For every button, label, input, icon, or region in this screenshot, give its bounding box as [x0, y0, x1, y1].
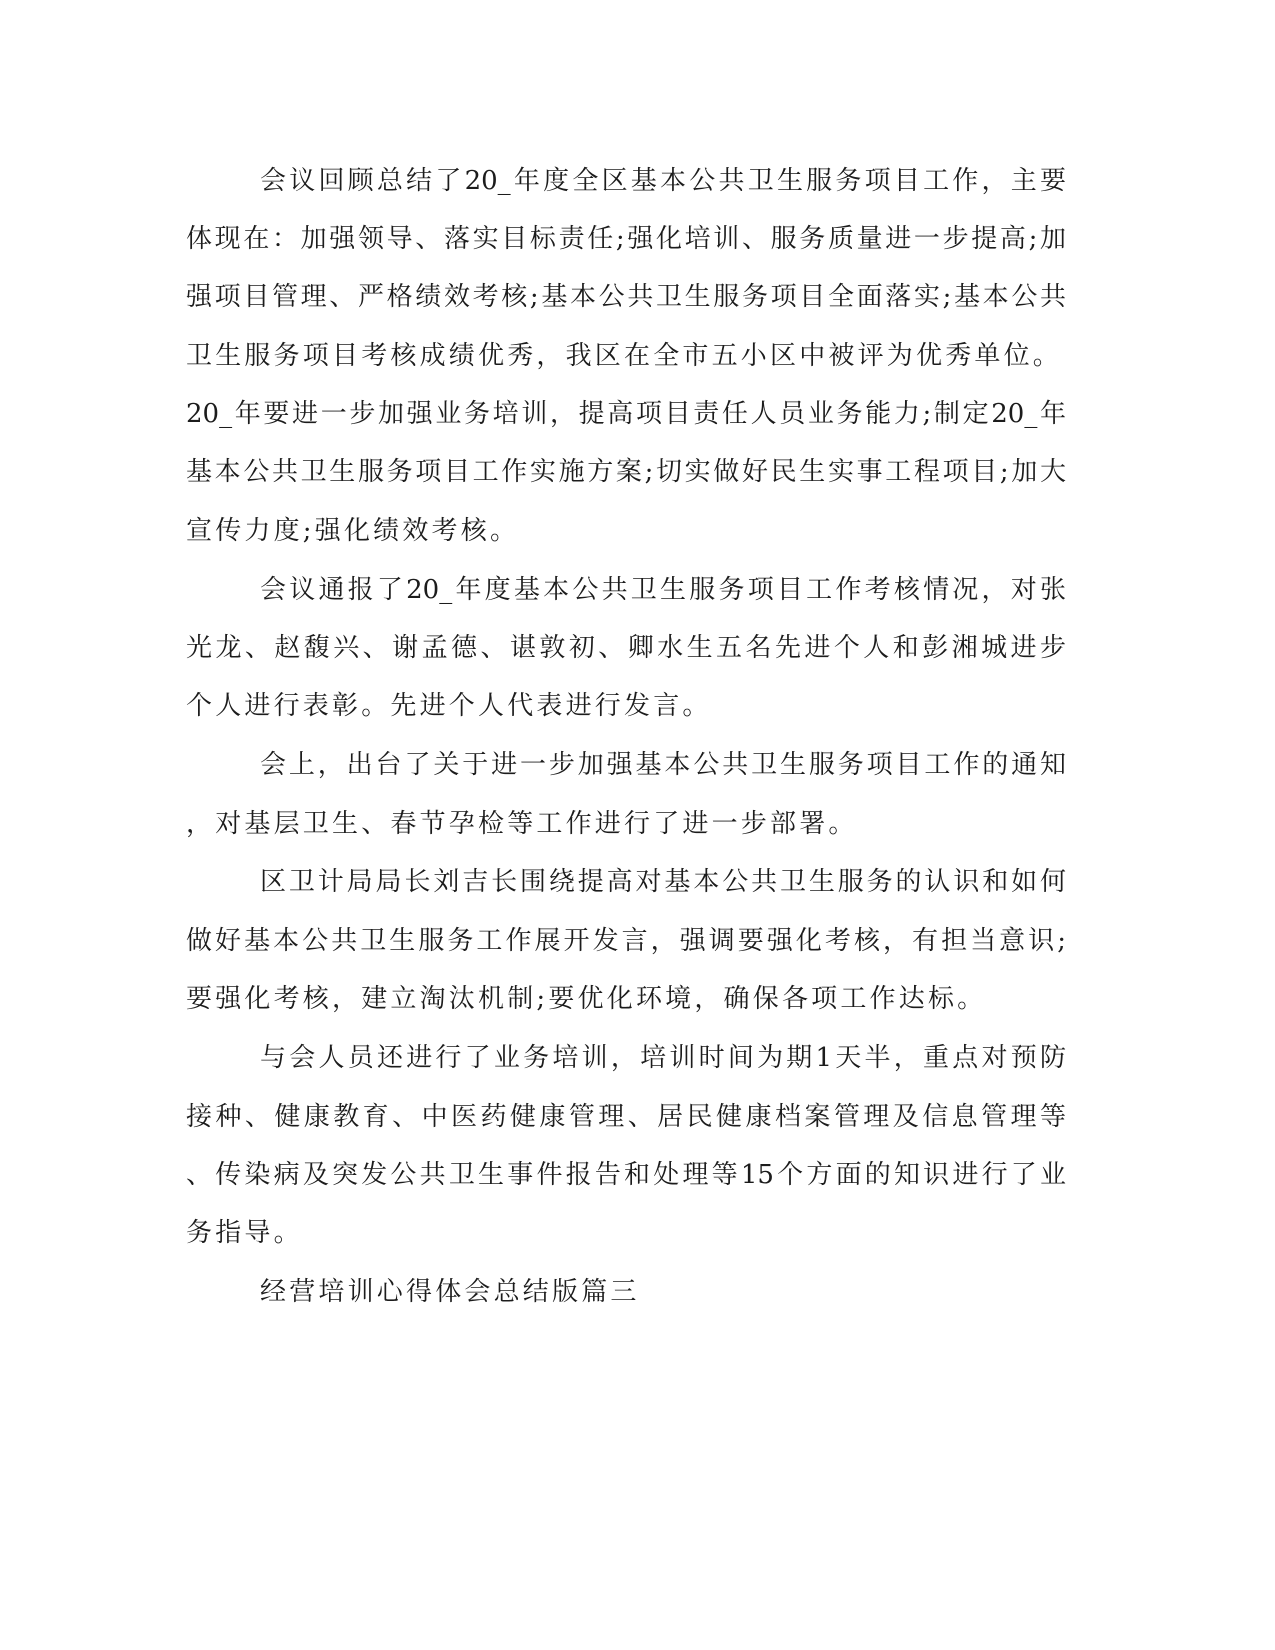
text-line: 个人进行表彰。先进个人代表进行发言。	[186, 691, 712, 721]
text-line: 宣传力度;强化绩效考核。	[186, 516, 520, 546]
text-line: 20_年要进一步加强业务培训，提高项目责任人员业务能力;制定20_年	[186, 399, 1066, 429]
text-line: 会议通报了20_年度基本公共卫生服务项目工作考核情况，对张	[260, 575, 1066, 605]
text-line: 与会人员还进行了业务培训，培训时间为期1天半，重点对预防	[260, 1043, 1066, 1073]
text-line: 体现在：加强领导、落实目标责任;强化培训、服务质量进一步提高;加	[186, 224, 1066, 254]
text-line: 、传染病及突发公共卫生事件报告和处理等15个方面的知识进行了业	[186, 1160, 1066, 1190]
text-line: 区卫计局局长刘吉长围绕提高对基本公共卫生服务的认识和如何	[260, 867, 1066, 897]
text-line: 强项目管理、严格绩效考核;基本公共卫生服务项目全面落实;基本公共	[186, 282, 1066, 312]
text-line: 接种、健康教育、中医药健康管理、居民健康档案管理及信息管理等	[186, 1102, 1066, 1132]
text-line: 要强化考核，建立淘汰机制;要优化环境，确保各项工作达标。	[186, 984, 987, 1014]
text-line: 做好基本公共卫生服务工作展开发言，强调要强化考核，有担当意识;	[186, 926, 1066, 956]
text-line: 会议回顾总结了20_年度全区基本公共卫生服务项目工作，主要	[260, 166, 1066, 196]
text-line: 光龙、赵馥兴、谢孟德、谌敦初、卿水生五名先进个人和彭湘城进步	[186, 633, 1066, 663]
section-heading: 经营培训心得体会总结版篇三	[260, 1277, 640, 1307]
text-line: 务指导。	[186, 1218, 303, 1248]
text-line: 卫生服务项目考核成绩优秀，我区在全市五小区中被评为优秀单位。	[186, 341, 1063, 371]
text-line: 会上，出台了关于进一步加强基本公共卫生服务项目工作的通知	[260, 750, 1066, 780]
text-line: 基本公共卫生服务项目工作实施方案;切实做好民生实事工程项目;加大	[186, 457, 1066, 487]
text-line: ，对基层卫生、春节孕检等工作进行了进一步部署。	[186, 809, 858, 839]
